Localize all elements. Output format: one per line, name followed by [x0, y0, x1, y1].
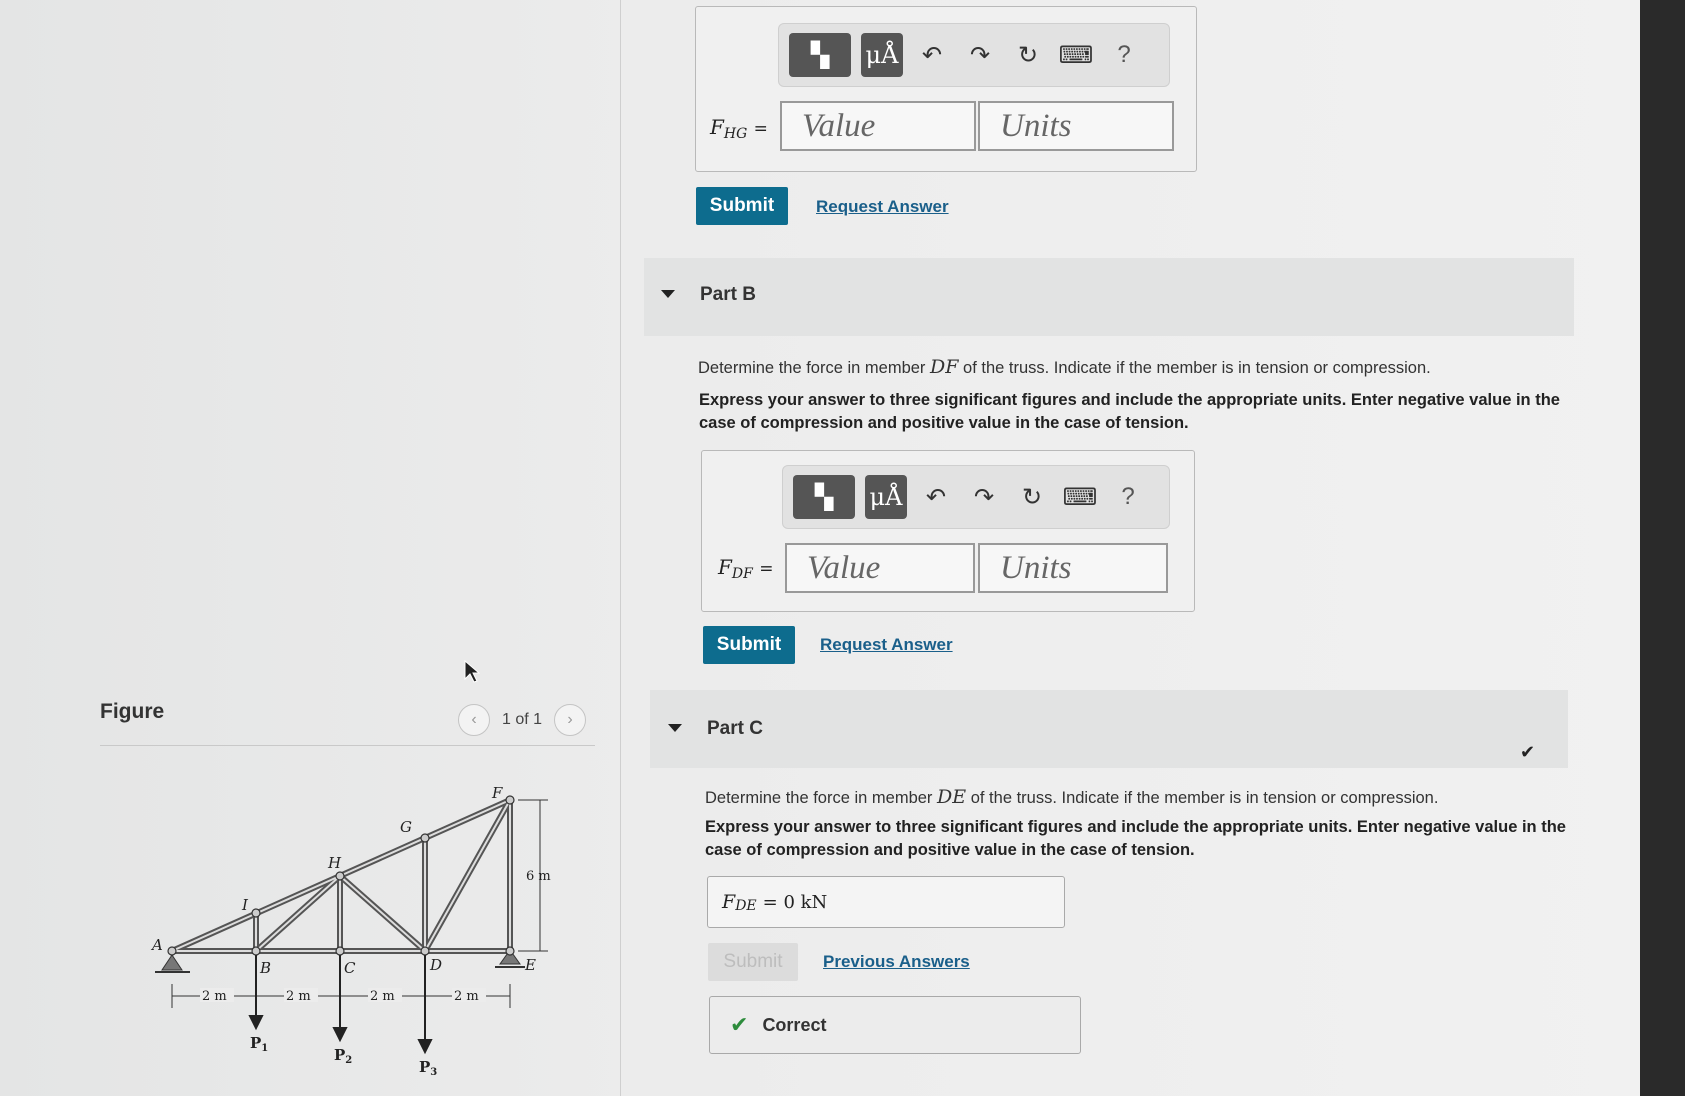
- part-c-submitted-answer: [707, 876, 1065, 928]
- load-p1: [250, 1034, 268, 1054]
- load-p3-main: P: [419, 1058, 431, 1076]
- dim-bc: 2 m: [286, 989, 311, 1004]
- dim-ab: 2 m: [202, 989, 227, 1004]
- question-text-pre: Determine the force in member: [705, 789, 938, 807]
- part-c-title: Part C: [707, 718, 763, 739]
- part-a-answer-box: [695, 6, 1197, 172]
- height-dimension: 6 m: [526, 869, 551, 884]
- part-a-math-toolbar: [778, 23, 1170, 87]
- equals-sign: =: [753, 119, 768, 139]
- correct-check-icon: ✔: [730, 1012, 749, 1037]
- next-figure-button[interactable]: ›: [554, 704, 586, 736]
- templates-icon[interactable]: ▚: [793, 475, 855, 519]
- node-label-g: G: [400, 818, 412, 836]
- load-p2: [334, 1046, 352, 1066]
- keyboard-icon[interactable]: ⌨: [1058, 41, 1094, 69]
- question-text-post: of the truss. Indicate if the member is in tension or compression.: [958, 359, 1431, 377]
- pin-support-a: [162, 955, 182, 970]
- node-label-f: F: [492, 784, 503, 802]
- redo-icon[interactable]: ↷: [969, 41, 991, 69]
- question-text-post: of the truss. Indicate if the member is in tension or compression.: [966, 789, 1439, 807]
- part-b-submit-button[interactable]: Submit: [703, 626, 795, 664]
- undo-icon[interactable]: ↶: [925, 483, 947, 511]
- node-label-e: E: [525, 956, 536, 974]
- part-c-previous-answers-link[interactable]: Previous Answers: [823, 952, 970, 971]
- load-p3: [419, 1058, 437, 1078]
- figure-title: Figure: [100, 700, 165, 723]
- redo-icon[interactable]: ↷: [973, 483, 995, 511]
- load-p1-sub: 1: [261, 1043, 269, 1054]
- part-b-request-answer-link[interactable]: Request Answer: [820, 635, 953, 654]
- reset-icon[interactable]: ↻: [1017, 41, 1039, 69]
- part-a-units-input[interactable]: Units: [978, 101, 1174, 151]
- load-p2-sub: 2: [345, 1055, 353, 1066]
- correct-label: Correct: [762, 1014, 827, 1035]
- part-b-question: [698, 356, 1431, 378]
- part-b-collapse-caret[interactable]: [661, 290, 675, 298]
- part-a-variable-label: [710, 115, 768, 142]
- member-name: DE: [937, 786, 967, 808]
- truss-diagram: [100, 770, 570, 1090]
- part-b-value-input[interactable]: Value: [785, 543, 975, 593]
- part-b-variable-label: [718, 555, 774, 582]
- help-icon[interactable]: ?: [1117, 41, 1131, 68]
- part-b-title: Part B: [700, 284, 756, 305]
- node-label-a: A: [152, 936, 163, 954]
- undo-icon[interactable]: ↶: [921, 41, 943, 69]
- figure-divider: [100, 745, 595, 746]
- part-b-units-input[interactable]: Units: [978, 543, 1168, 593]
- var-main: F: [722, 891, 736, 913]
- mouse-pointer-icon: [464, 660, 480, 684]
- var-main: F: [710, 115, 724, 139]
- units-symbol-button[interactable]: μÅ: [865, 475, 907, 519]
- units-symbol-button[interactable]: μÅ: [861, 33, 903, 77]
- dim-de: 2 m: [454, 989, 479, 1004]
- question-text-pre: Determine the force in member: [698, 359, 931, 377]
- part-b-answer-box: [701, 450, 1195, 612]
- previous-figure-button[interactable]: ‹: [458, 704, 490, 736]
- node-label-b: B: [260, 959, 272, 977]
- load-p3-sub: 3: [430, 1067, 438, 1078]
- part-c-submit-button: Submit: [708, 943, 798, 981]
- node-label-h: H: [328, 854, 342, 872]
- answer-value: = 0 kN: [762, 891, 828, 913]
- part-c-collapse-caret[interactable]: [668, 724, 682, 732]
- node-label-d: D: [430, 956, 443, 974]
- var-sub: DF: [731, 566, 753, 582]
- templates-icon[interactable]: ▚: [789, 33, 851, 77]
- keyboard-icon[interactable]: ⌨: [1062, 483, 1098, 511]
- reset-icon[interactable]: ↻: [1021, 483, 1043, 511]
- part-a-request-answer-link[interactable]: Request Answer: [816, 197, 949, 216]
- part-b-instructions: Express your answer to three significant figures and include the appropriate units. Enter negative value in the case of compression and positive value in the case of tension.: [699, 391, 1560, 432]
- equals-sign: =: [759, 559, 774, 579]
- member-name: DF: [930, 356, 959, 378]
- help-icon[interactable]: ?: [1121, 483, 1135, 510]
- part-a-value-input[interactable]: Value: [780, 101, 976, 151]
- node-label-i: I: [242, 896, 248, 914]
- load-p2-main: P: [334, 1046, 346, 1064]
- dim-cd: 2 m: [370, 989, 395, 1004]
- part-c-instructions: Express your answer to three significant figures and include the appropriate units. Enter negative value in the case of compression and positive value in the case of tension.: [705, 818, 1566, 859]
- pager-label: 1 of 1: [502, 711, 543, 728]
- part-c-header[interactable]: [650, 690, 1568, 768]
- part-b-header[interactable]: [644, 258, 1574, 336]
- var-main: F: [718, 555, 732, 579]
- var-sub: HG: [723, 126, 748, 142]
- part-c-question: [705, 786, 1438, 808]
- var-sub: DE: [735, 898, 757, 914]
- figure-pager: [458, 704, 586, 736]
- part-c-correct-feedback: [709, 996, 1081, 1054]
- part-c-complete-check-icon: ✔: [1520, 742, 1536, 762]
- node-label-c: C: [344, 959, 356, 977]
- load-p1-main: P: [250, 1034, 262, 1052]
- part-b-math-toolbar: [782, 465, 1170, 529]
- part-a-submit-button[interactable]: Submit: [696, 187, 788, 225]
